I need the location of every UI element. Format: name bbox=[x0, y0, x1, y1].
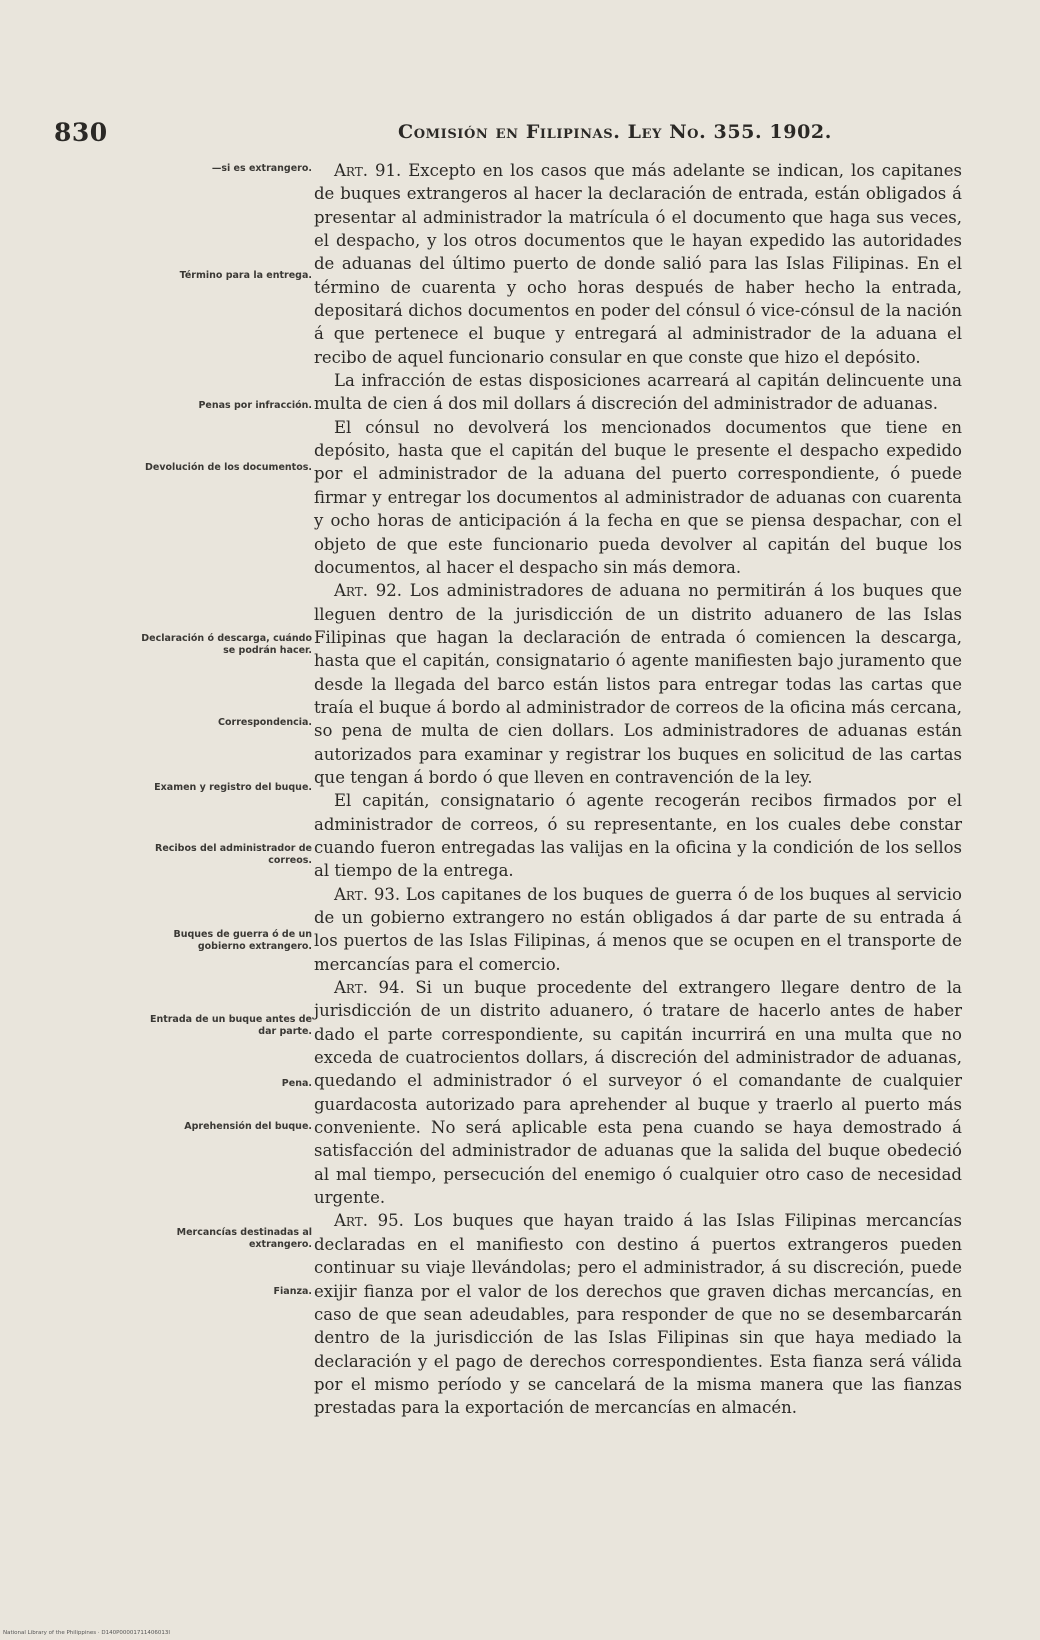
paragraph-text: Los administradores de aduana no permitirán á los buques que lleguen dentro de la jurisdicción de un distrito aduanero de las Islas Filipinas que hagan la declaración de entrada ó comiencen la descarga, hasta que el capitán, consignatario ó agente manifiesten bajo juramento que desde la llegada del barco están listos para entregar todas las cartas que traía el buque á bordo al administrador de correos de la oficina más cercana, so pena de multa de cien dollars. Los administradores de aduanas están autorizados para examinar y registrar los buques en solicitud de las cartas que tengan á bordo ó que lleven en contravención de la ley. bbox=[314, 581, 962, 787]
paragraph-art-95 bbox=[314, 1209, 962, 1419]
paragraph-text: Excepto en los casos que más adelante se indican, los capitanes de buques extrangeros al hacer la declaración de entrada, están obligados á presentar al administrador la matrícula ó el documento que haga sus veces, el despacho, y los otros documentos que le hayan expedido las autoridades de aduanas del último puerto de donde salió para las Islas Filipinas. En el término de cuarenta y ocho horas después de haber hecho la entrada, depositará dichos documentos en poder del cónsul ó vice-cónsul de la nación á que pertenece el buque y entregará al administrador de la aduana el recibo de aquel funcionario consular en que conste que hizo el depósito. bbox=[314, 161, 962, 367]
margin-note: —si es extrangero. bbox=[211, 163, 312, 174]
scan-footer: National Library of the Philippines · D140P00001711406013I bbox=[3, 1630, 171, 1636]
paragraph-art-92 bbox=[314, 579, 962, 789]
margin-note: Declaración ó descarga, cuándo se podrán hacer. bbox=[141, 633, 312, 656]
paragraph-text: Los capitanes de los buques de guerra ó de los buques al servicio de un gobierno extrangero no están obligados á dar parte de su entrada á los puertos de las Islas Filipinas, á menos que se ocupen en el transporte de mercancías para el comercio. bbox=[314, 884, 962, 974]
paragraph-text: El cónsul no devolverá los mencionados documentos que tiene en depósito, hasta que el capitán del buque le presente el despacho expedido por el administrador de la aduana del puerto correspondiente, ó puede firmar y entregar los documentos al administrador de aduanas con cuarenta y ocho horas de anticipación á la fecha en que se piensa despachar, con el objeto de que este funcionario pueda devolver al capitán del buque los documentos, al hacer el despacho sin más demora. bbox=[314, 417, 962, 577]
article-label: Art. 92. bbox=[334, 581, 402, 601]
paragraph-art-93 bbox=[314, 883, 962, 976]
margin-note: Devolución de los documentos. bbox=[144, 462, 312, 473]
paragraph-text: Si un buque procedente del extrangero llegare dentro de la jurisdicción de un distrito aduanero, ó tratare de hacerlo antes de haber dado el parte correspondiente, su capitán incurrirá en una multa que no exceda de cuatrocientos dollars, á discreción del administrador de aduanas, quedando el administrador ó el surveyor ó el comandante de cualquier guardacosta autorizado para aprehender al buque y traerlo al puerto más conveniente. No será aplicable esta pena cuando se haya demostrado á satisfacción del administrador de aduanas que la salida del buque obedeció al mal tiempo, persecución del enemigo ó cualquier otro caso de necesidad urgente. bbox=[314, 978, 962, 1208]
paragraph bbox=[314, 789, 962, 882]
margin-note: Buques de guerra ó de un gobierno extrangero. bbox=[173, 929, 312, 952]
margin-note: Término para la entrega. bbox=[179, 270, 312, 281]
paragraph bbox=[314, 369, 962, 416]
paragraph bbox=[314, 416, 962, 579]
margin-note: Recibos del administrador de correos. bbox=[155, 843, 312, 866]
margin-note: Fianza. bbox=[273, 1286, 312, 1297]
paragraph-text: Los buques que hayan traido á las Islas Filipinas mercancías declaradas en el manifiesto con destino á puertos extrangeros pueden continuar su viaje llevándolas; pero el administrador, á su discreción, puede exijir fianza por el valor de los derechos que graven dichas mercancías, en caso de que sean adeudables, para responder de que no se desembarcarán dentro de la jurisdicción de las Islas Filipinas sin que haya mediado la declaración y el pago de derechos correspondientes. Esta fianza será válida por el mismo período y se cancelará de la misma manera que las fianzas prestadas para la exportación de mercancías en almacén. bbox=[314, 1211, 962, 1418]
article-label: Art. 95. bbox=[334, 1211, 404, 1231]
body-text bbox=[314, 159, 962, 1420]
margin-note: Entrada de un buque antes de dar parte. bbox=[149, 1014, 312, 1037]
article-label: Art. 91. bbox=[334, 161, 402, 180]
running-title: Comisión en Filipinas. Ley No. 355. 1902. bbox=[398, 121, 832, 143]
margin-note: Correspondencia. bbox=[218, 717, 312, 728]
paragraph-text: La infracción de estas disposiciones acarreará al capitán delincuente una multa de cien á dos mil dollars á discreción del administrador de aduanas. bbox=[314, 371, 962, 414]
article-label: Art. 93. bbox=[334, 884, 401, 904]
margin-note: Mercancías destinadas al extrangero. bbox=[176, 1227, 312, 1250]
margin-note: Penas por infracción. bbox=[198, 400, 312, 411]
margin-note: Pena. bbox=[281, 1078, 312, 1089]
paragraph-art-94 bbox=[314, 976, 962, 1209]
margin-note: Examen y registro del buque. bbox=[154, 782, 312, 793]
margin-note: Aprehensión del buque. bbox=[184, 1121, 312, 1132]
paragraph-text: El capitán, consignatario ó agente recogerán recibos firmados por el administrador de correos, ó su representante, en los cuales debe constar cuando fueron entregadas las valijas en la oficina y la condición de los sellos al tiempo de la entrega. bbox=[314, 791, 962, 881]
article-label: Art. 94. bbox=[334, 978, 405, 998]
page-number: 830 bbox=[54, 118, 108, 147]
paragraph-art-91 bbox=[314, 159, 962, 369]
